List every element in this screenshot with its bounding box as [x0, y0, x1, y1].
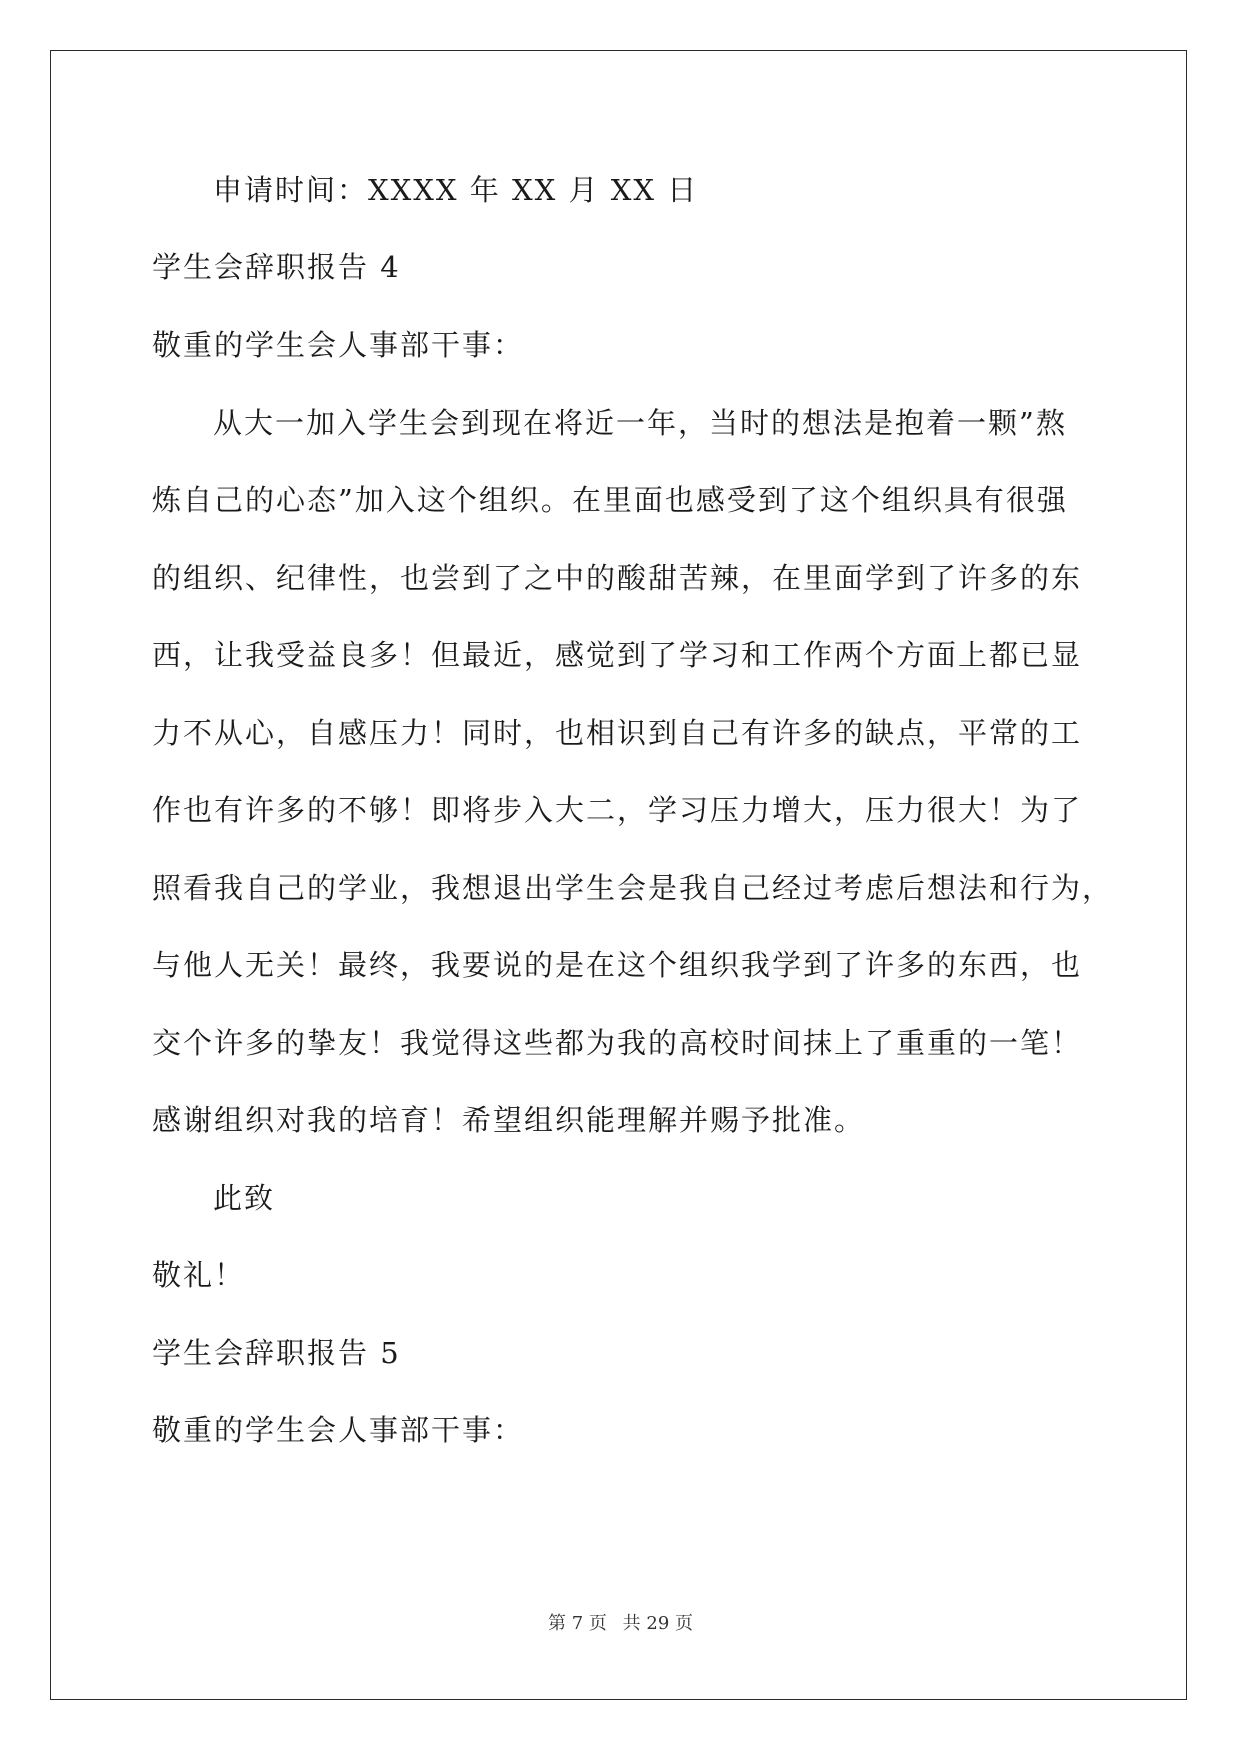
- salutation: 敬重的学生会人事部干事：: [152, 328, 525, 362]
- body-line: 感谢组织对我的培育！希望组织能理解并赐予批准。: [152, 1103, 866, 1137]
- body-line: 的组织、纪律性，也尝到了之中的酸甜苦辣，在里面学到了许多的东: [152, 561, 1083, 595]
- page-number: 第 7 页: [548, 1613, 607, 1634]
- page-footer: [0, 1612, 1241, 1636]
- body-line: 交个许多的挚友！我觉得这些都为我的高校时间抹上了重重的一笔！: [152, 1026, 1083, 1060]
- body-line: 从大一加入学生会到现在将近一年，当时的想法是抱着一颗”熬: [213, 406, 1067, 440]
- body-line: 照看我自己的学业，我想退出学生会是我自己经过考虑后想法和行为，: [152, 871, 1114, 905]
- body-line: 力不从心，自感压力！同时，也相识到自己有许多的缺点，平常的工: [152, 716, 1083, 750]
- body-line: 与他人无关！最终，我要说的是在这个组织我学到了许多的东西，也: [152, 948, 1083, 982]
- closing-line: 此致: [213, 1181, 276, 1215]
- section-heading: 学生会辞职报告 5: [152, 1336, 401, 1370]
- body-line: 炼自己的心态”加入这个组织。在里面也感受到了这个组织具有很强: [152, 483, 1068, 517]
- body-line: 作也有许多的不够！即将步入大二，学习压力增大，压力很大！为了: [152, 793, 1083, 827]
- salutation: 敬重的学生会人事部干事：: [152, 1413, 525, 1447]
- section-heading: 学生会辞职报告 4: [152, 250, 401, 284]
- application-date: 申请时间：XXXX 年 XX 月 XX 日: [213, 173, 699, 207]
- page-total: 共 29 页: [622, 1613, 693, 1634]
- body-line: 西，让我受益良多！但最近，感觉到了学习和工作两个方面上都已显: [152, 638, 1083, 672]
- closing-salute: 敬礼！: [152, 1258, 246, 1292]
